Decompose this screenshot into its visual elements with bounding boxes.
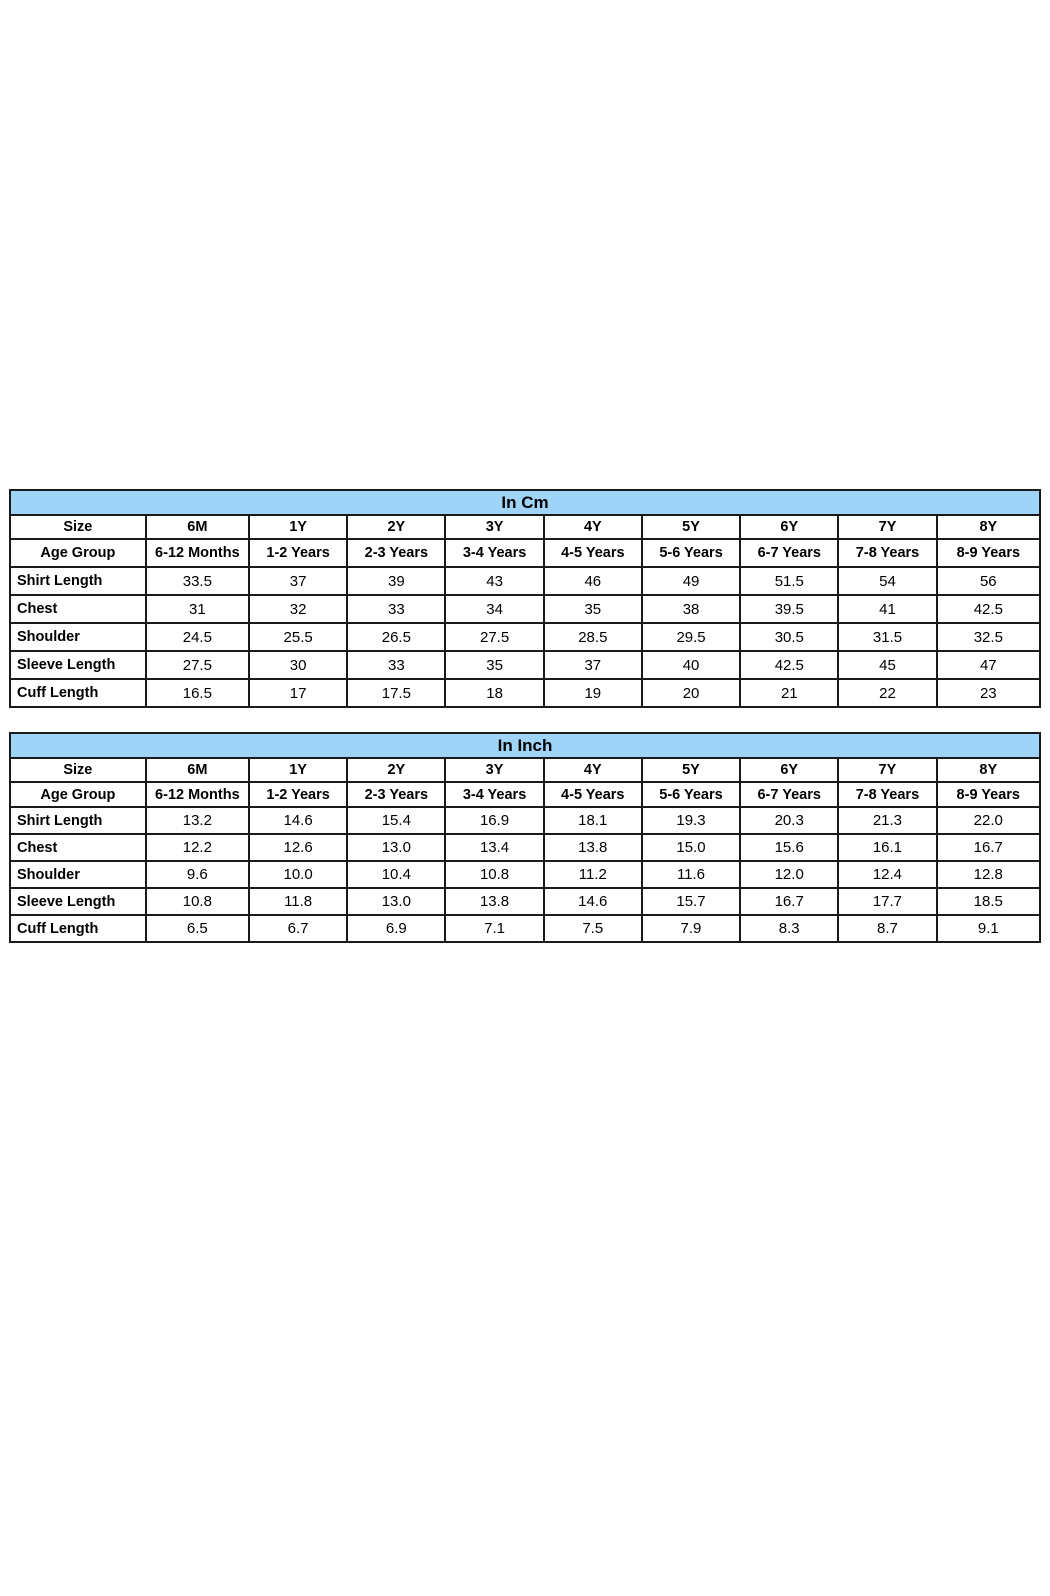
- value-cell: 28.5: [544, 623, 642, 651]
- row-label: Shirt Length: [10, 567, 146, 595]
- value-cell: 12.8: [937, 861, 1040, 888]
- value-cell: 39: [347, 567, 445, 595]
- value-cell: 14.6: [544, 888, 642, 915]
- value-cell: 12.0: [740, 861, 838, 888]
- size-cell: 3Y: [445, 515, 543, 539]
- age-cell: 6-7 Years: [740, 782, 838, 807]
- value-cell: 6.5: [146, 915, 249, 942]
- value-cell: 21: [740, 679, 838, 707]
- value-cell: 7.9: [642, 915, 740, 942]
- size-cell: 3Y: [445, 758, 543, 782]
- age-cell: 3-4 Years: [445, 539, 543, 567]
- value-cell: 16.9: [445, 807, 543, 834]
- value-cell: 27.5: [146, 651, 249, 679]
- value-cell: 22.0: [937, 807, 1040, 834]
- value-cell: 10.0: [249, 861, 347, 888]
- value-cell: 27.5: [445, 623, 543, 651]
- value-cell: 25.5: [249, 623, 347, 651]
- age-cell: 1-2 Years: [249, 782, 347, 807]
- value-cell: 33: [347, 595, 445, 623]
- table-row: [10, 834, 1040, 861]
- age-cell: 6-12 Months: [146, 782, 249, 807]
- value-cell: 31.5: [838, 623, 936, 651]
- age-cell: 6-12 Months: [146, 539, 249, 567]
- age-cell: 2-3 Years: [347, 782, 445, 807]
- table-title: In Inch: [10, 733, 1040, 758]
- row-label: Sleeve Length: [10, 651, 146, 679]
- table-title: In Cm: [10, 490, 1040, 515]
- value-cell: 13.8: [544, 834, 642, 861]
- table-row: [10, 807, 1040, 834]
- value-cell: 7.5: [544, 915, 642, 942]
- value-cell: 8.3: [740, 915, 838, 942]
- value-cell: 15.4: [347, 807, 445, 834]
- age-cell: 8-9 Years: [937, 539, 1040, 567]
- value-cell: 23: [937, 679, 1040, 707]
- value-cell: 51.5: [740, 567, 838, 595]
- age-cell: 3-4 Years: [445, 782, 543, 807]
- age-group-label: Age Group: [10, 782, 146, 807]
- value-cell: 43: [445, 567, 543, 595]
- age-cell: 1-2 Years: [249, 539, 347, 567]
- value-cell: 10.8: [146, 888, 249, 915]
- value-cell: 56: [937, 567, 1040, 595]
- value-cell: 10.8: [445, 861, 543, 888]
- value-cell: 12.2: [146, 834, 249, 861]
- value-cell: 32: [249, 595, 347, 623]
- value-cell: 16.5: [146, 679, 249, 707]
- age-cell: 8-9 Years: [937, 782, 1040, 807]
- age-group-row: [10, 539, 1040, 567]
- value-cell: 49: [642, 567, 740, 595]
- value-cell: 19: [544, 679, 642, 707]
- value-cell: 16.7: [937, 834, 1040, 861]
- age-cell: 7-8 Years: [838, 539, 936, 567]
- value-cell: 13.2: [146, 807, 249, 834]
- size-cell: 8Y: [937, 515, 1040, 539]
- value-cell: 20: [642, 679, 740, 707]
- value-cell: 15.7: [642, 888, 740, 915]
- value-cell: 40: [642, 651, 740, 679]
- value-cell: 11.6: [642, 861, 740, 888]
- value-cell: 30: [249, 651, 347, 679]
- row-label: Shoulder: [10, 861, 146, 888]
- value-cell: 10.4: [347, 861, 445, 888]
- value-cell: 31: [146, 595, 249, 623]
- size-cell: 7Y: [838, 758, 936, 782]
- table-row: [10, 623, 1040, 651]
- size-cell: 6Y: [740, 758, 838, 782]
- size-cell: 5Y: [642, 515, 740, 539]
- table-row: [10, 861, 1040, 888]
- value-cell: 24.5: [146, 623, 249, 651]
- value-cell: 33: [347, 651, 445, 679]
- value-cell: 19.3: [642, 807, 740, 834]
- value-cell: 6.9: [347, 915, 445, 942]
- age-cell: 4-5 Years: [544, 782, 642, 807]
- value-cell: 20.3: [740, 807, 838, 834]
- size-cell: 8Y: [937, 758, 1040, 782]
- value-cell: 29.5: [642, 623, 740, 651]
- value-cell: 12.4: [838, 861, 936, 888]
- size-label: Size: [10, 515, 146, 539]
- value-cell: 22: [838, 679, 936, 707]
- value-cell: 34: [445, 595, 543, 623]
- value-cell: 18: [445, 679, 543, 707]
- size-cell: 1Y: [249, 515, 347, 539]
- value-cell: 39.5: [740, 595, 838, 623]
- value-cell: 8.7: [838, 915, 936, 942]
- row-label: Chest: [10, 595, 146, 623]
- size-header-row: [10, 515, 1040, 539]
- size-cell: 1Y: [249, 758, 347, 782]
- row-label: Cuff Length: [10, 679, 146, 707]
- size-cell: 6M: [146, 758, 249, 782]
- value-cell: 14.6: [249, 807, 347, 834]
- table-row: [10, 679, 1040, 707]
- row-label: Sleeve Length: [10, 888, 146, 915]
- value-cell: 21.3: [838, 807, 936, 834]
- size-cell: 6Y: [740, 515, 838, 539]
- table-row: [10, 915, 1040, 942]
- age-cell: 5-6 Years: [642, 539, 740, 567]
- value-cell: 37: [249, 567, 347, 595]
- size-cell: 6M: [146, 515, 249, 539]
- value-cell: 12.6: [249, 834, 347, 861]
- value-cell: 9.1: [937, 915, 1040, 942]
- value-cell: 45: [838, 651, 936, 679]
- row-label: Shoulder: [10, 623, 146, 651]
- value-cell: 18.5: [937, 888, 1040, 915]
- size-cell: 4Y: [544, 758, 642, 782]
- value-cell: 6.7: [249, 915, 347, 942]
- size-chart-cm-table: [9, 489, 1041, 708]
- size-chart-inch-table: [9, 732, 1041, 943]
- value-cell: 13.8: [445, 888, 543, 915]
- age-cell: 5-6 Years: [642, 782, 740, 807]
- row-label: Shirt Length: [10, 807, 146, 834]
- age-cell: 4-5 Years: [544, 539, 642, 567]
- value-cell: 15.0: [642, 834, 740, 861]
- value-cell: 17: [249, 679, 347, 707]
- value-cell: 35: [544, 595, 642, 623]
- row-label: Chest: [10, 834, 146, 861]
- value-cell: 16.7: [740, 888, 838, 915]
- value-cell: 11.2: [544, 861, 642, 888]
- value-cell: 54: [838, 567, 936, 595]
- value-cell: 17.5: [347, 679, 445, 707]
- value-cell: 32.5: [937, 623, 1040, 651]
- value-cell: 42.5: [937, 595, 1040, 623]
- size-cell: 2Y: [347, 515, 445, 539]
- value-cell: 26.5: [347, 623, 445, 651]
- age-cell: 2-3 Years: [347, 539, 445, 567]
- value-cell: 13.0: [347, 888, 445, 915]
- size-cell: 5Y: [642, 758, 740, 782]
- value-cell: 46: [544, 567, 642, 595]
- value-cell: 7.1: [445, 915, 543, 942]
- age-group-row: [10, 782, 1040, 807]
- value-cell: 37: [544, 651, 642, 679]
- value-cell: 15.6: [740, 834, 838, 861]
- value-cell: 9.6: [146, 861, 249, 888]
- table-row: [10, 595, 1040, 623]
- value-cell: 30.5: [740, 623, 838, 651]
- value-cell: 17.7: [838, 888, 936, 915]
- value-cell: 11.8: [249, 888, 347, 915]
- value-cell: 35: [445, 651, 543, 679]
- value-cell: 18.1: [544, 807, 642, 834]
- age-group-label: Age Group: [10, 539, 146, 567]
- table-row: [10, 567, 1040, 595]
- table-row: [10, 651, 1040, 679]
- size-label: Size: [10, 758, 146, 782]
- age-cell: 6-7 Years: [740, 539, 838, 567]
- value-cell: 41: [838, 595, 936, 623]
- row-label: Cuff Length: [10, 915, 146, 942]
- value-cell: 13.0: [347, 834, 445, 861]
- value-cell: 16.1: [838, 834, 936, 861]
- age-cell: 7-8 Years: [838, 782, 936, 807]
- value-cell: 47: [937, 651, 1040, 679]
- table-row: [10, 888, 1040, 915]
- size-header-row: [10, 758, 1040, 782]
- size-cell: 2Y: [347, 758, 445, 782]
- size-cell: 4Y: [544, 515, 642, 539]
- value-cell: 33.5: [146, 567, 249, 595]
- value-cell: 42.5: [740, 651, 838, 679]
- value-cell: 13.4: [445, 834, 543, 861]
- size-cell: 7Y: [838, 515, 936, 539]
- value-cell: 38: [642, 595, 740, 623]
